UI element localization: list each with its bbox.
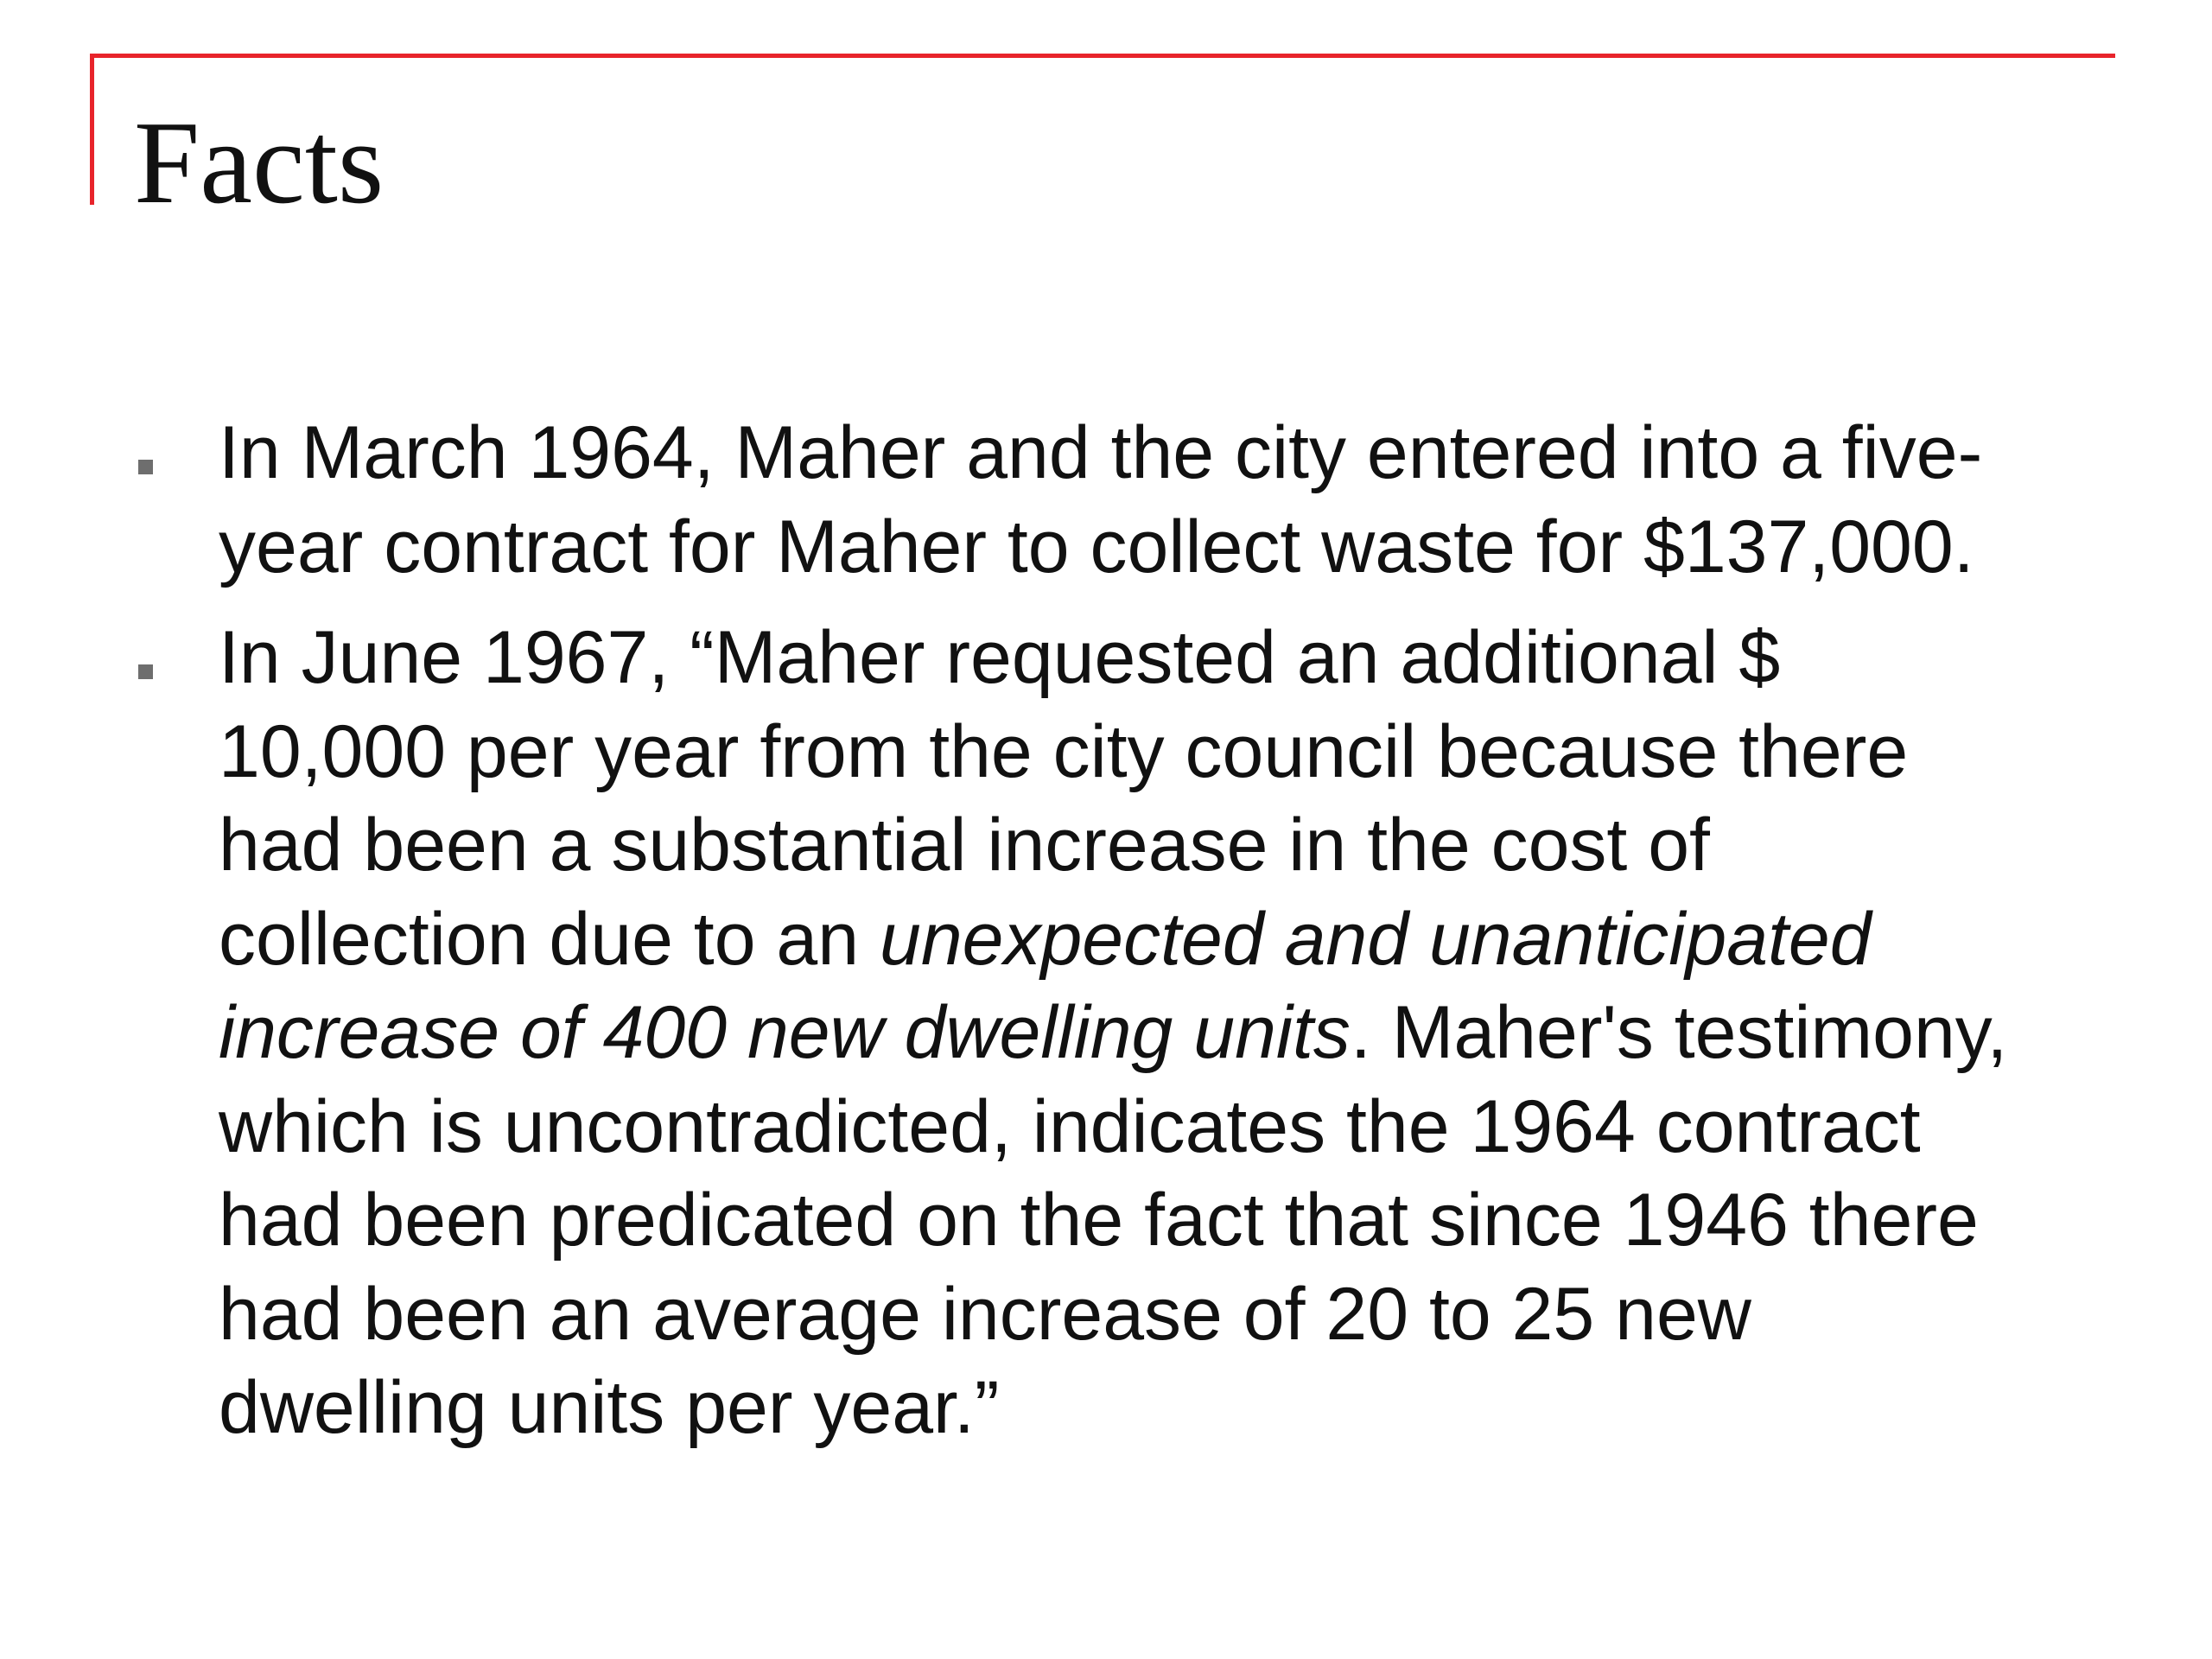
slide-title: Facts [134, 97, 385, 228]
italic-phrase: unexpected and unanticipated [879, 897, 1872, 981]
text-line: In March 1964, Maher and the city entered into a five- [219, 411, 1983, 494]
bullet-item [138, 611, 2126, 1455]
text-line: In June 1967, “Maher requested an additional $ [219, 616, 1781, 699]
text-line: had been a substantial increase in the cost of [219, 804, 1710, 887]
text-line: dwelling units per year.” [219, 1366, 1000, 1449]
italic-phrase: increase of 400 new dwelling units [219, 991, 1351, 1074]
text-line: collection due to an [219, 897, 880, 981]
square-bullet-icon [138, 664, 153, 679]
bullet-text [219, 411, 1982, 588]
title-rule-vertical [90, 54, 94, 205]
text-line: year contract for Maher to collect waste for $137,000. [219, 505, 1974, 588]
text-line: had been predicated on the fact that since 1946 there [219, 1179, 1979, 1262]
text-line: which is uncontradicted, indicates the 1964 contract [219, 1084, 1921, 1168]
text-line: . Maher's testimony, [1350, 991, 2008, 1074]
bullet-list [138, 406, 2126, 1472]
bullet-item [138, 406, 2126, 594]
text-line: had been an average increase of 20 to 25 new [219, 1272, 1751, 1356]
bullet-text [219, 616, 2007, 1449]
text-line: 10,000 per year from the city council because there [219, 709, 1909, 793]
title-rule-horizontal [90, 54, 2115, 58]
square-bullet-icon [138, 460, 153, 474]
